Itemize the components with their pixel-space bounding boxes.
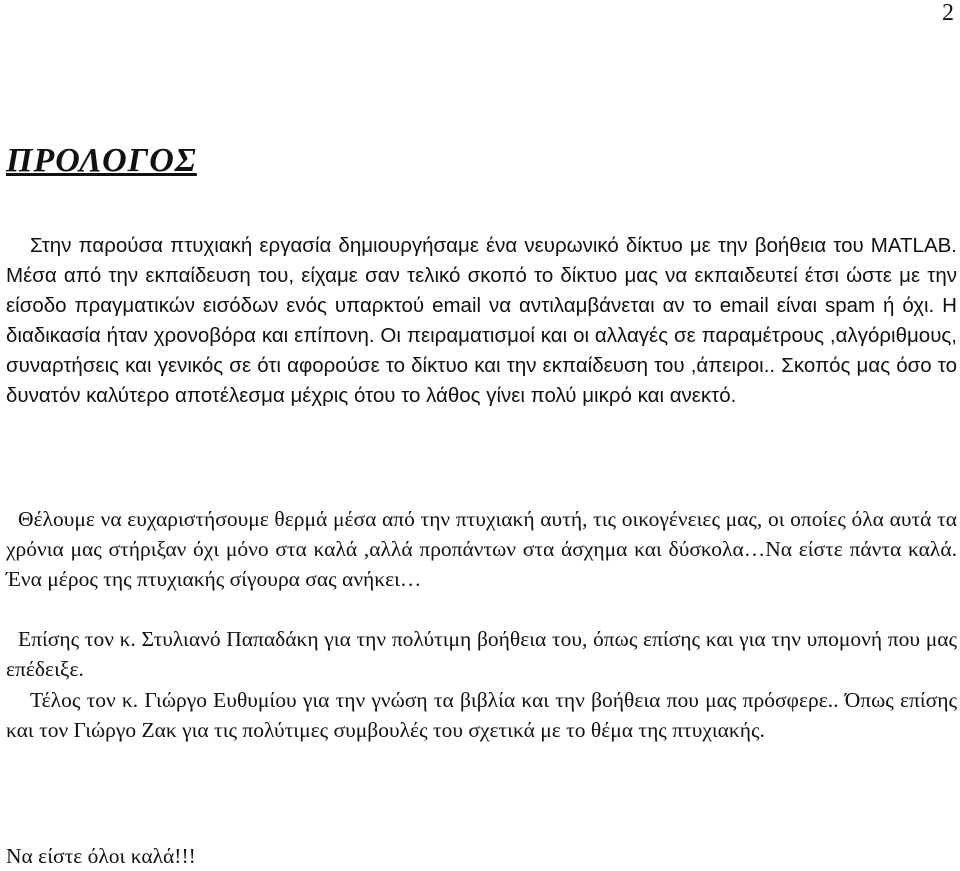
closing-line: Να είστε όλοι καλά!!! — [6, 844, 196, 868]
thanks-papadakis-paragraph: Επίσης τον κ. Στυλιανό Παπαδάκη για την πολύτιμη βοήθεια του, όπως επίσης και για την υπομονή που μας επέδειξε. — [6, 627, 957, 681]
page-number: 2 — [942, 0, 954, 26]
thanks-families-paragraph: Θέλουμε να ευχαριστήσουμε θερμά μέσα από την πτυχιακή αυτή, τις οικογένειες μας, οι οποίες όλα αυτά τα χρόνια μας στήριξαν όχι μόνο στα καλά ,αλλά προπάντων στα άσχημα και δύσκολα…Να είστε πάντα καλά. Ένα μέρος της πτυχιακής σίγουρα σας ανήκει… — [6, 507, 957, 591]
thanks-others-paragraph: Τέλος τον κ. Γιώργο Ευθυμίου για την γνώση τα βιβλία και την βοήθεια που μας πρόσφερε.. Όπως επίσης και τον Γιώργο Ζακ για τις πολύτιμες συμβουλές του σχετικά με το θέμα της πτυχιακής. — [6, 688, 957, 742]
page-title: ΠΡΟΛΟΓΟΣ — [6, 142, 197, 179]
intro-paragraph: Στην παρούσα πτυχιακή εργασία δημιουργήσαμε ένα νευρωνικό δίκτυο με την βοήθεια του MATLAB. Μέσα από την εκπαίδευση του, είχαμε σαν τελικό σκοπό το δίκτυο μας να εκπαιδευτεί έτσι ώστε με την είσοδο πραγματικών εισόδων ενός υπαρκτού email να αντιλαμβάνεται αν το email είναι spam ή όχι. Η διαδικασία ήταν χρονοβόρα και επίπονη. Οι πειραματισμοί και οι αλλαγές σε παραμέτρους ,αλγόριθμους, συναρτήσεις και γενικός σε ότι αφορούσε το δίκτυο και την εκπαίδευση του ,άπειροι.. Σκοπός μας όσο το δυνατόν καλύτερο αποτέλεσμα μέχρις ότου το λάθος γίνει πολύ μικρό και ανεκτό. — [6, 234, 957, 407]
